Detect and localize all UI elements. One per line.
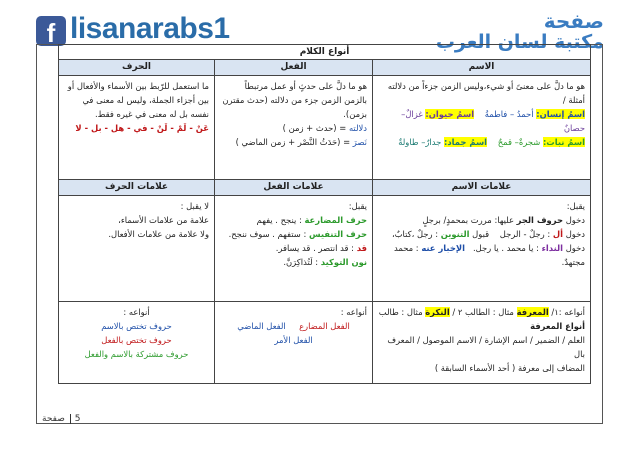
site-name: lisanarabs1 (70, 12, 230, 45)
noun-definition: هو ما دلَّ على معنىً أو شيء،وليس الزمن جزءاً من دلالته أمثلة / (387, 81, 586, 105)
noun-mark-1-post: عليها: مررت بمحمدٍ/ برجلٍ (422, 215, 514, 225)
brand-line-2: مكتبة لسان العرب (435, 31, 604, 53)
noun-ex1-values: أحمدُ – فاطمةُ (484, 109, 534, 119)
verb-mark-4-key: نون التوكيد (320, 257, 368, 267)
noun-mark-3-post: : رجلٌ ،كتابٌ، (391, 229, 439, 239)
noun-mark-4-post: : يا محمد . يا رجل. (472, 243, 539, 253)
noun-definition-cell (373, 76, 591, 180)
verb-mark-3-key: قد (356, 243, 368, 253)
noun-mark-1-pre: دخول (565, 215, 586, 225)
verb-equation-1 (220, 121, 367, 135)
particle-definition: ما استعمل للرّبط بين الأسماء والأفعال أو بين أجزاء الجملة، وليس له معنى في نفسه بل له معنى في غيره فقط. (67, 81, 210, 119)
verb-marks-cell (215, 196, 373, 302)
particle-definition-cell (59, 76, 215, 180)
noun-mark-5-post: : محمد مجتهدٌ. (394, 243, 586, 267)
particle-marks-cell (59, 196, 215, 302)
particle-type-2: حروف تختص بالفعل (101, 335, 172, 345)
verb-types-cell (215, 302, 373, 384)
noun-ex2-values: غزالٌ– حصانٌ (401, 109, 586, 133)
verb-mark-2-post: : ستفهم . سوف ننجح. (228, 229, 307, 239)
noun-types-list-2: المضاف إلى معرفة ( أحد الأسماء السابقة ) (434, 363, 586, 373)
noun-types-list-1: العلم / الضمير / اسم الإشارة / الاسم الموصول / المعرف بال (387, 335, 586, 359)
table-title: أنواع الكلام (59, 45, 591, 60)
noun-mark-4-5 (378, 241, 585, 269)
noun-marks-intro: يقبل: (566, 201, 586, 211)
page-number: 5 (70, 414, 81, 424)
noun-marks-cell (373, 196, 591, 302)
particle-examples: عَنْ - لَمْ - لَنْ - في - هل - بل - لا (75, 123, 210, 133)
noun-mark-4-key: النداء (541, 243, 564, 253)
verb-type-imperative: الفعل الأمر (274, 335, 313, 345)
particle-types-heading: أنواعه : (123, 307, 150, 317)
verb-equation-2 (220, 135, 367, 149)
noun-types-line-1 (378, 305, 585, 319)
noun-examples-row-2 (378, 135, 585, 149)
verb-mark-4 (220, 255, 367, 269)
noun-mark-2-pre: دخول (565, 229, 586, 239)
noun-types-heading: أنواع المعرفة (530, 321, 586, 331)
page-label: صفحة (42, 414, 65, 424)
verb-eq1-value: = (حدث + زمن ) (282, 123, 347, 133)
verb-mark-2-key: حرف التنفيس (308, 229, 368, 239)
noun-mark-2-3 (378, 227, 585, 241)
header-noun-marks: علامات الاسم (373, 180, 591, 196)
particle-marks-line-1: لا يقبل : (180, 201, 210, 211)
verb-definition-cell (215, 76, 373, 180)
verb-definition: هو ما دلَّ على حدثٍ أو عمل مرتبطاً بالزمن الزمن جزء من دلالته (حدث مقترن بزمن). (222, 81, 368, 119)
brand-line-1: صفحة (543, 9, 604, 33)
noun-ex3-label: اسمُ نبات: (542, 137, 586, 147)
verb-mark-4-post: : لَتُذاكِرَنَّ. (283, 257, 319, 267)
verb-mark-1-key: حرف المضارعة (304, 215, 368, 225)
particle-type-3: حروف مشتركة بالاسم والفعل (84, 349, 189, 359)
particle-types-cell (59, 302, 215, 384)
verb-marks-intro: يقبل: (348, 201, 368, 211)
verb-eq2-label: نَصرَ (352, 137, 368, 147)
noun-types-post: مثال : طالب (378, 307, 423, 317)
noun-types-definite: المعرفة (516, 307, 549, 317)
particle-type-1: حروف تختص بالاسم (101, 321, 172, 331)
noun-types-cell (373, 302, 591, 384)
noun-types-mid: مثال : الطالب (465, 307, 514, 317)
noun-examples-row-1 (378, 107, 585, 135)
noun-types-num: ٢ / (452, 307, 463, 317)
verb-eq1-label: دلالته (348, 123, 368, 133)
page-footer (42, 414, 80, 424)
noun-mark-1 (378, 213, 585, 227)
noun-types-indefinite: النكرة (425, 307, 450, 317)
particle-marks-line-2: علامة من علامات الأسماء، (118, 215, 210, 225)
noun-mark-3-key: التنوين (440, 229, 470, 239)
verb-types-heading: أنواعه : (340, 307, 368, 317)
noun-mark-2-key: أل (552, 229, 564, 239)
header-verb-marks: علامات الفعل (215, 180, 373, 196)
noun-ex1-label: اسمُ إنسان: (536, 109, 586, 119)
facebook-icon[interactable]: f (36, 16, 66, 46)
verb-eq2-value: = (حَدَثُ النَّصْر + زمن الماضي ) (235, 137, 351, 147)
verb-type-present: الفعل المضارع (299, 321, 350, 331)
verb-mark-1 (220, 213, 367, 227)
header-particle-marks: علامات الحرف (59, 180, 215, 196)
verb-mark-2 (220, 227, 367, 241)
verb-mark-3 (220, 241, 367, 255)
noun-ex2-label: اسمُ حيوان: (425, 109, 475, 119)
verb-type-past: الفعل الماضي (237, 321, 286, 331)
verb-mark-1-post: : ينجح . يفهم (256, 215, 302, 225)
noun-mark-4-pre: دخول (565, 243, 586, 253)
noun-mark-5-key: الإخبار عنه (421, 243, 465, 253)
particle-marks-line-3: ولا علامة من علامات الأفعال. (108, 229, 210, 239)
noun-ex4-label: اسمُ جماد: (444, 137, 488, 147)
noun-ex3-values: شجرةٌ– قمحٌ (497, 137, 541, 147)
header-verb: الفعل (215, 60, 373, 76)
header-particle: الحرف (59, 60, 215, 76)
noun-mark-1-key: حروف الجر (516, 215, 564, 225)
noun-mark-2-post: : رجلٌ - الرجل (499, 229, 551, 239)
noun-mark-3-pre: قبول (472, 229, 490, 239)
header-noun: الاسم (373, 60, 591, 76)
parts-of-speech-table (58, 44, 591, 384)
verb-types-row (220, 319, 367, 333)
verb-mark-3-post: : قد انتصر . قد يسافر. (275, 243, 355, 253)
noun-types-pre: أنواعه :١/ (551, 307, 586, 317)
noun-ex4-values: جدارٌ– طاولةٌ (398, 137, 442, 147)
